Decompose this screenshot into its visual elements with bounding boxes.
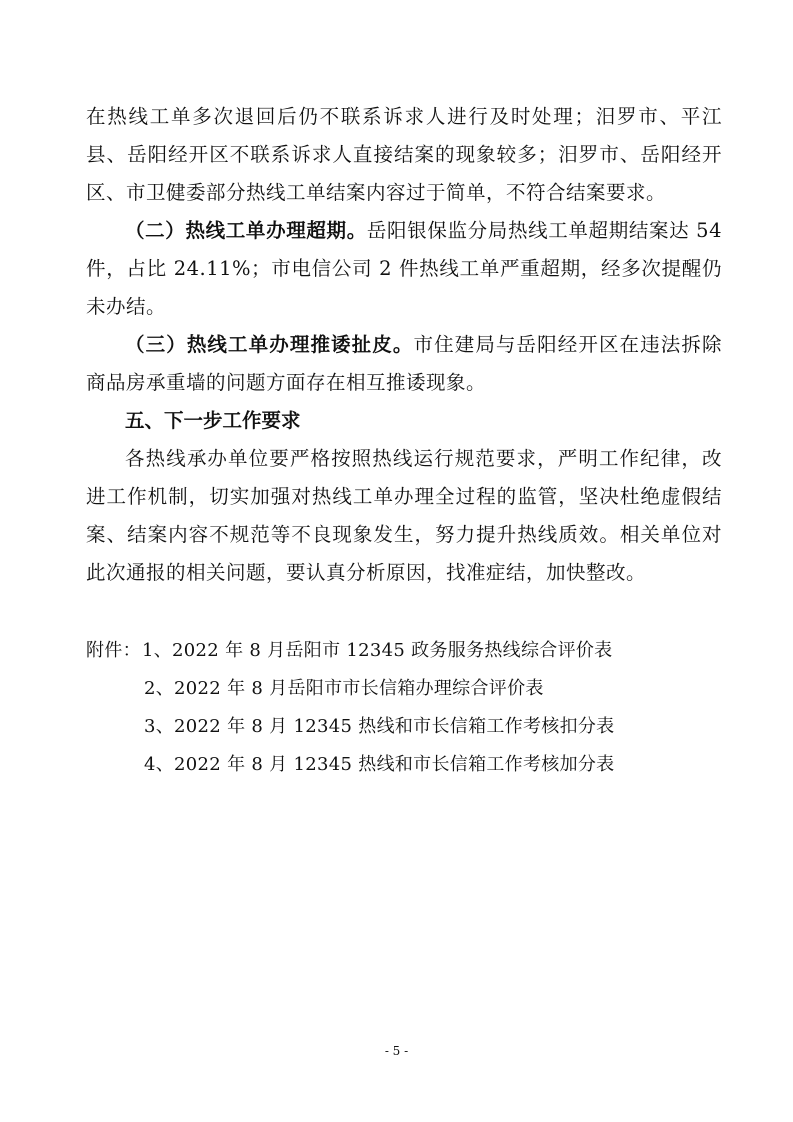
attachment-item-text: 3、2022 年 8 月 12345 热线和市长信箱工作考核扣分表: [144, 716, 615, 737]
paragraph-continuation: 在热线工单多次退回后仍不联系诉求人进行及时处理；汨罗市、平江县、岳阳经开区不联系诉求人直接结案的现象较多；汨罗市、岳阳经开区、市卫健委部分热线工单结案内容过于简单，不符合结案要求。: [86, 105, 722, 204]
paragraph-overdue-text: 岳阳银保监分局热线工单超期结案达 54 件，占比 24.11%；市电信公司 2 件热线工单严重超期，经多次提醒仍未办结。: [86, 219, 722, 318]
attachment-item: [86, 708, 746, 746]
page-number: - 5 -: [384, 1044, 409, 1058]
paragraph-requirements: 各热线承办单位要严格按照热线运行规范要求，严明工作纪律，改进工作机制，切实加强对热线工单办理全过程的监管，坚决杜绝虚假结案、结案内容不规范等不良现象发生，努力提升热线质效。相关单位对此次通报的相关问题，要认真分析原因，找准症结，加快整改。: [86, 447, 722, 584]
section-heading-next-steps: 五、下一步工作要求: [125, 409, 301, 432]
attachment-item: [86, 670, 746, 708]
paragraph-overdue: [86, 212, 722, 326]
paragraph-buck-passing-text: 市住建局与岳阳经开区在违法拆除商品房承重墙的问题方面存在相互推诿现象。: [86, 333, 722, 394]
attachment-item-text: 2、2022 年 8 月岳阳市市长信箱办理综合评价表: [144, 678, 544, 699]
section-heading-overdue: （二）热线工单办理超期。: [125, 219, 367, 242]
section-heading-buck-passing: （三）热线工单办理推诿扯皮。: [125, 333, 414, 356]
attachments-list: [86, 632, 746, 784]
attachment-item-text: 4、2022 年 8 月 12345 热线和市长信箱工作考核加分表: [144, 754, 615, 775]
attachment-item: [86, 746, 746, 784]
attachment-item: [86, 632, 746, 670]
body-text: [86, 98, 722, 592]
attachments-label: 附件：: [86, 640, 141, 661]
paragraph-buck-passing: [86, 326, 722, 402]
attachment-item-text: 1、2022 年 8 月岳阳市 12345 政务服务热线综合评价表: [142, 640, 613, 661]
